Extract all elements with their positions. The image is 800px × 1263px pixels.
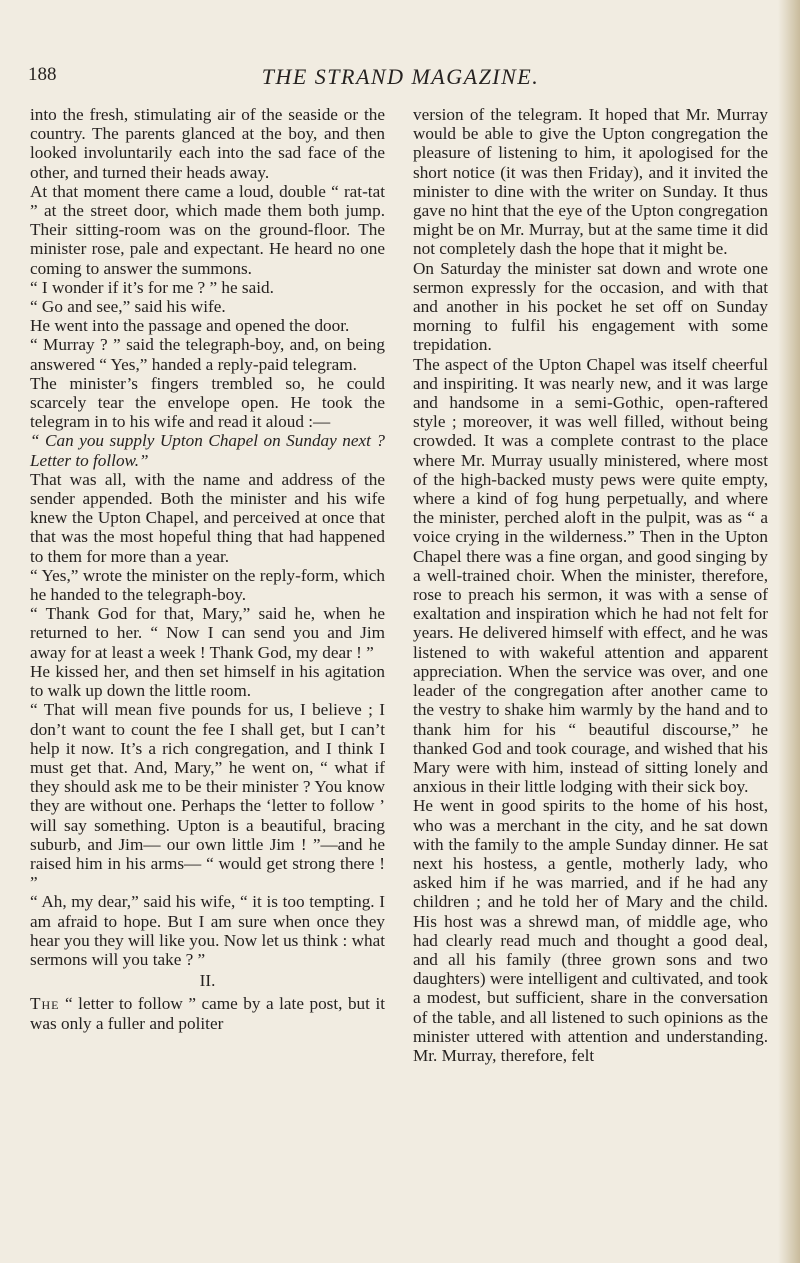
- paragraph: “ Murray ? ” said the telegraph-boy, and, on being answered “ Yes,” handed a reply-paid telegram.: [30, 335, 385, 374]
- paragraph: “ Go and see,” said his wife.: [30, 297, 226, 317]
- section-opening-text: “ letter to follow ” came by a late post, but it was only a fuller and politer: [30, 994, 385, 1033]
- page-header: [28, 64, 773, 94]
- page-number: 188: [28, 64, 57, 85]
- telegram-text: “ Can you supply Upton Chapel on Sunday next ? Letter to follow.”: [30, 431, 385, 470]
- paragraph: The aspect of the Upton Chapel was itself cheerful and inspiriting. It was nearly new, and it was large and handsome in a semi-Gothic, open-raftered style ; moreover, it was well filled, without being crowded. It was a complete contrast to the place where Mr. Murray usually ministered, where most of the high-backed musty pews were quite empty, where a kind of fog hung perpetually, and where the minister, perched aloft in the pulpit, was as “ a voice crying in the wilderness.” Then in the Upton Chapel there was a fine organ, and good singing by a well-trained choir. When the minister, therefore, rose to preach his sermon, it was with a sense of exaltation and inspiration which he had not felt for years. He delivered himself with effect, and he was listened to with wakeful attention and apparent appreciation. When the service was over, and one leader of the congregation after another came to the vestry to shake him warmly by the hand and to thank him for his “ beautiful discourse,” he thanked God and took courage, and wished that his Mary were with him, instead of sitting lonely and anxious in their little lodging with their sick boy.: [413, 354, 768, 797]
- paragraph: He went into the passage and opened the door.: [30, 316, 350, 336]
- paragraph: That was all, with the name and address of the sender appended. Both the minister and his wife knew the Upton Chapel, and perceived at once that that was the most hopeful thing that had happened to them for more than a year.: [30, 469, 385, 566]
- paragraph: At that moment there came a loud, double “ rat-tat ” at the street door, which made them both jump. Their sitting-room was on the ground-floor. The minister rose, pale and expectant. He heard no one coming to answer the summons.: [30, 181, 385, 278]
- page-edge-shadow: [778, 0, 800, 1263]
- paragraph: “ Ah, my dear,” said his wife, “ it is too tempting. I am afraid to hope. But I am sure when once they hear you they will like you. Now let us think : what sermons will you take ? ”: [30, 892, 385, 969]
- section-lead-word: The: [30, 994, 60, 1014]
- paragraph: He kissed her, and then set himself in his agitation to walk up down the little room.: [30, 661, 385, 701]
- paragraph: On Saturday the minister sat down and wrote one sermon expressly for the occasion, and with that and another in his pocket he set off on Sunday morning to fulfil his engagement with some trepidation.: [413, 258, 768, 355]
- section-number: II.: [199, 971, 216, 991]
- right-column: [413, 105, 768, 1065]
- paragraph: “ I wonder if it’s for me ? ” he said.: [30, 277, 274, 297]
- running-title: THE STRAND MAGAZINE.: [261, 64, 540, 89]
- section-opening-paragraph: [30, 994, 385, 1032]
- paragraph: into the fresh, stimulating air of the seaside or the country. The parents glanced at the boy, and then looked involuntarily each into the sad face of the other, and turned their heads away.: [30, 105, 385, 182]
- paragraph: He went in good spirits to the home of his host, who was a merchant in the city, and he sat down with the family to the ample Sunday dinner. He sat next his hostess, a gentle, motherly lady, who asked him if he was married, and if he had any children ; and he told her of Mary and the child. His host was a shrewd man, of middle age, who had clearly read much and thought a good deal, and all his family (three grown sons and two daughters) were intelligent and cultivated, and took a modest, but sufficient, share in the conversation of the table, and all listened to such opinions as the minister uttered with attention and understanding. Mr. Murray, therefore, felt: [413, 796, 768, 1065]
- paragraph: The minister’s fingers trembled so, he could scarcely tear the envelope open. He took the telegram in to his wife and read it aloud :—: [30, 373, 385, 432]
- left-column: [30, 105, 385, 1033]
- paragraph: “ That will mean five pounds for us, I believe ; I don’t want to count the fee I shall get, but I can’t help it now. It’s a rich congregation, and I think I must get that. And, Mary,” he went on, “ what if they should ask me to be their minister ? You know they are without one. Perhaps the ‘letter to follow ’ will say something. Upton is a beautiful, bracing suburb, and Jim— our own little Jim ! ”—and he raised him in his arms— “ would get strong there ! ”: [30, 700, 385, 893]
- paragraph: version of the telegram. It hoped that Mr. Murray would be able to give the Upton congregation the pleasure of listening to him, it apologised for the short notice (it was then Friday), and it invited the minister to dine with the writer on Sunday. It thus gave no hint that the eye of the Upton congregation might be on Mr. Murray, but at the same time it did not completely dash the hope that it might be.: [413, 105, 768, 259]
- paragraph: “ Yes,” wrote the minister on the reply-form, which he handed to the telegraph-boy.: [30, 565, 385, 605]
- paragraph: “ Thank God for that, Mary,” said he, when he returned to her. “ Now I can send you and Jim away for at least a week ! Thank God, my dear ! ”: [30, 604, 385, 662]
